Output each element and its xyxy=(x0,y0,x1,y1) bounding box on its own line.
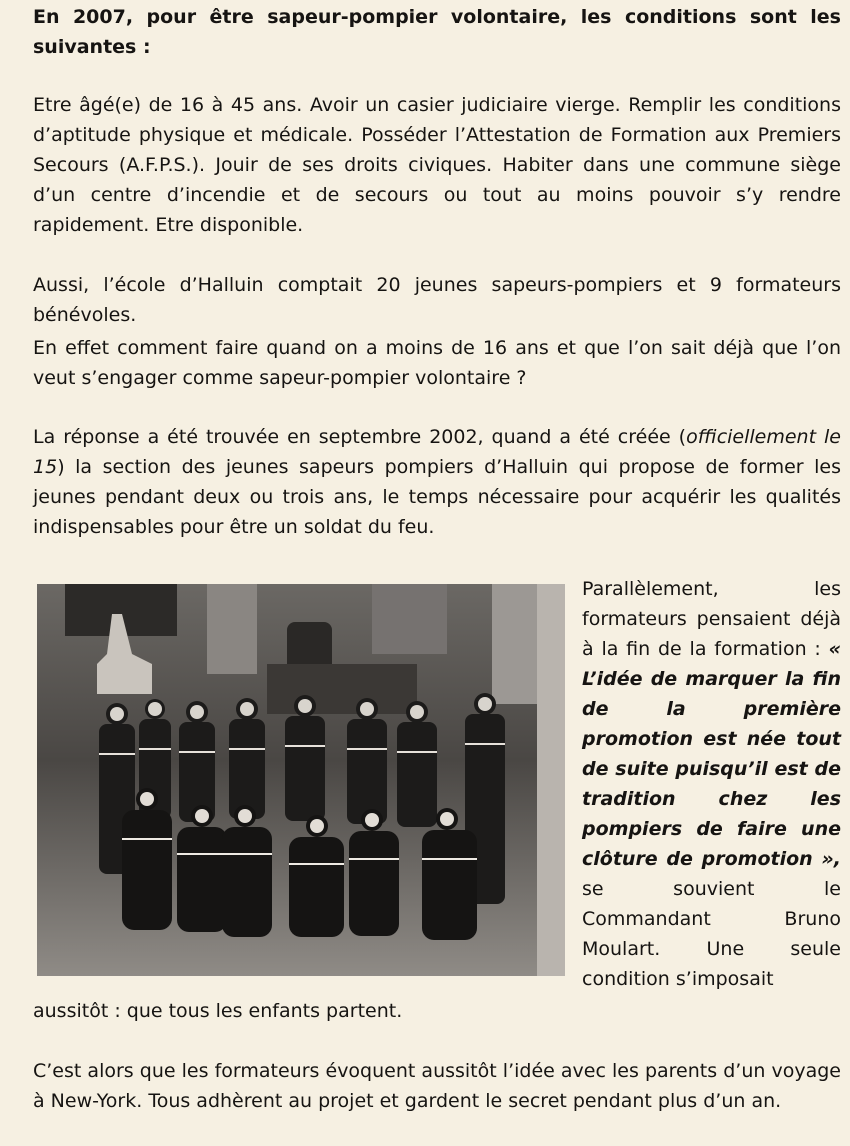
side-intro: Parallèlement, les formateurs pensaient déjà à la fin de la formation : xyxy=(582,578,841,660)
closing-paragraph: C’est alors que les formateurs évoquent aussitôt l’idée avec les parents d’un voyage à New-York. Tous adhèrent au projet et gardent le secret pendant plus d’un an. xyxy=(33,1060,841,1112)
heading: En 2007, pour être sapeur-pompier volontaire, les conditions sont les suivantes : xyxy=(33,6,841,58)
side-after: se souvient le Commandant Bruno Moulart. Une seule condition s’imposait xyxy=(582,878,841,990)
continuation-line: aussitôt : que tous les enfants partent. xyxy=(33,1000,403,1022)
side-quote: « L’idée de marquer la fin de la première promotion est née tout de suite puisqu’il est de tradition chez les pompiers de faire une clôture de promotion », xyxy=(582,638,841,870)
question-paragraph: En effet comment faire quand on a moins de 16 ans et que l’on sait déjà que l’on veut s’engager comme sapeur-pompier volontaire ? xyxy=(33,337,841,389)
conditions-paragraph: Etre âgé(e) de 16 à 45 ans. Avoir un casier judiciaire vierge. Remplir les conditions d’aptitude physique et médicale. Posséder l’Attestation de Formation aux Premiers Secours (A.F.P.S.). Jouir de ses droits civiques. Habiter dans une commune siège d’un centre d’incendie et de secours ou tout au moins pouvoir s’y rendre rapidement. Etre disponible. xyxy=(33,94,841,236)
answer-paragraph xyxy=(33,422,841,542)
side-column-text xyxy=(582,574,841,994)
group-photo-icon xyxy=(37,584,565,976)
answer-text-start: La réponse a été trouvée en septembre 2002, quand a été créée ( xyxy=(33,426,687,448)
answer-text-end: ) la section des jeunes sapeurs pompiers d’Halluin qui propose de former les jeunes pendant deux ou trois ans, le temps nécessaire pour acquérir les qualités indispensables pour être un soldat du feu. xyxy=(33,456,841,538)
group-photo xyxy=(37,584,565,976)
answer-italic: officiellement le 15 xyxy=(33,426,841,478)
school-paragraph: Aussi, l’école d’Halluin comptait 20 jeunes sapeurs-pompiers et 9 formateurs bénévoles. xyxy=(33,274,841,326)
